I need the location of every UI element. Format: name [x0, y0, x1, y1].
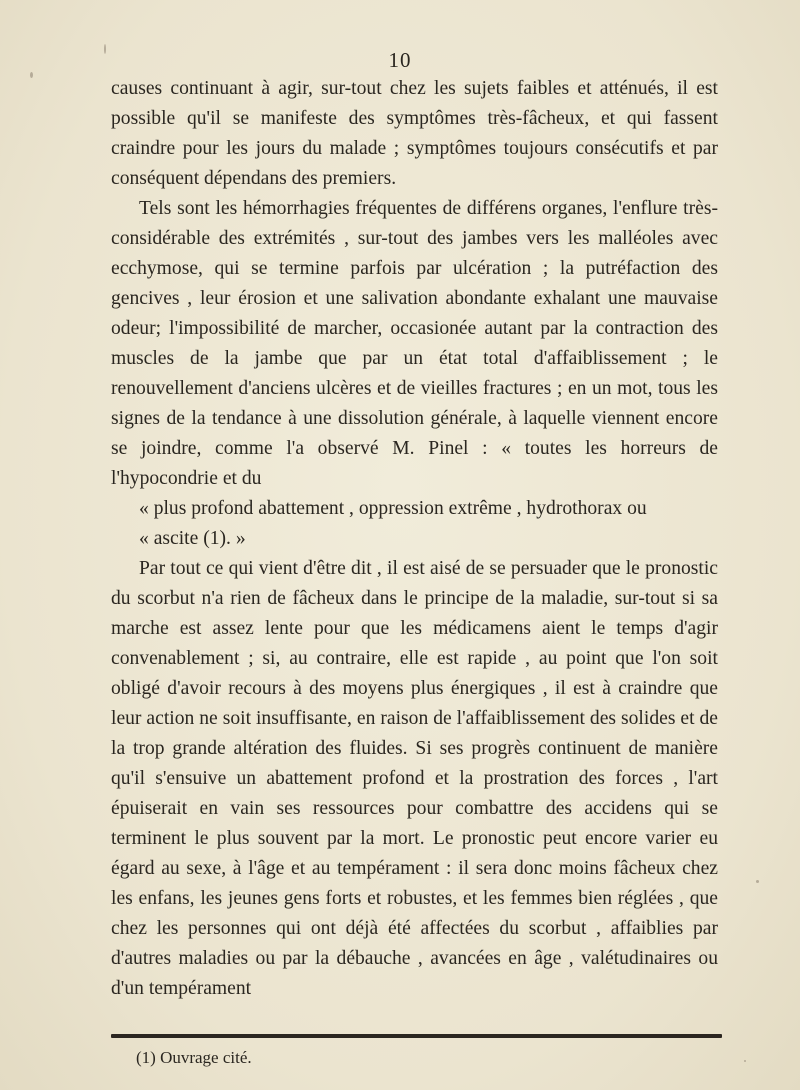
body-text [111, 74, 718, 1004]
footnote: (1) Ouvrage cité. [136, 1048, 252, 1067]
paper-speck [104, 44, 106, 54]
footnote-rule [111, 1034, 722, 1038]
paper-speck [30, 72, 33, 78]
quote-line-2: « ascite (1). » [139, 528, 246, 549]
paragraph-3: Par tout ce qui vient d'être dit , il est aisé de se persuader que le pronostic du scorbut n'a rien de fâcheux dans le principe de la maladie, sur-tout si sa marche est assez lente pour que les médicamens aient le temps d'agir convenablement ; si, au contraire, elle est rapide , au point que l'on soit obligé d'avoir recours à des moyens plus énergiques , il est à craindre que leur action ne soit insuffisante, en raison de l'affaiblissement des solides et de la trop grande altération des fluides. Si ses progrès continuent de manière qu'il s'ensuive un abattement profond et la prostration des forces , l'art épuiserait en vain ses ressources pour combattre des accidens qui se terminent le plus souvent par la mort. Le pronostic peut encore varier eu égard au sexe, à l'âge et au tempérament : il sera donc moins fâcheux chez les enfans, les jeunes gens forts et robustes, et les femmes bien réglées , que chez les personnes qui ont déjà été affectées du scorbut , affaiblies par d'autres maladies ou par la débauche , avancées en âge , valétudinaires ou d'un tempérament [111, 558, 718, 999]
paragraph-2 [111, 194, 718, 554]
paragraph-1: causes continuant à agir, sur-tout chez les sujets faibles et atténués, il est possible qu'il se manifeste des symptômes très-fâcheux, et qui fassent craindre pour les jours du malade ; symptômes toujours consécutifs et par conséquent dépendans des premiers. [111, 78, 718, 189]
paper-speck [744, 1060, 746, 1062]
paper-speck [756, 880, 759, 883]
paragraph-2-text: Tels sont les hémorrhagies fréquentes de différens organes, l'enflure très-considérable des extrémités , sur-tout des jambes vers les malléoles avec ecchymose, qui se termine parfois par ulcération ; la putréfaction des gencives , leur érosion et une salivation abondante exhalant une mauvaise odeur; l'impossibilité de marcher, occasionée autant par la contraction des muscles de la jambe que par un état total d'affaiblissement ; le renouvellement d'anciens ulcères et de vieilles fractures ; en un mot, tous les signes de la tendance à une dissolution générale, à laquelle viennent encore se joindre, comme l'a observé M. Pinel : « toutes les horreurs de l'hypocondrie et du [111, 198, 718, 489]
page-number: 10 [388, 48, 412, 72]
quote-line-1: « plus profond abattement , oppression extrême , hydrothorax ou [139, 498, 647, 519]
